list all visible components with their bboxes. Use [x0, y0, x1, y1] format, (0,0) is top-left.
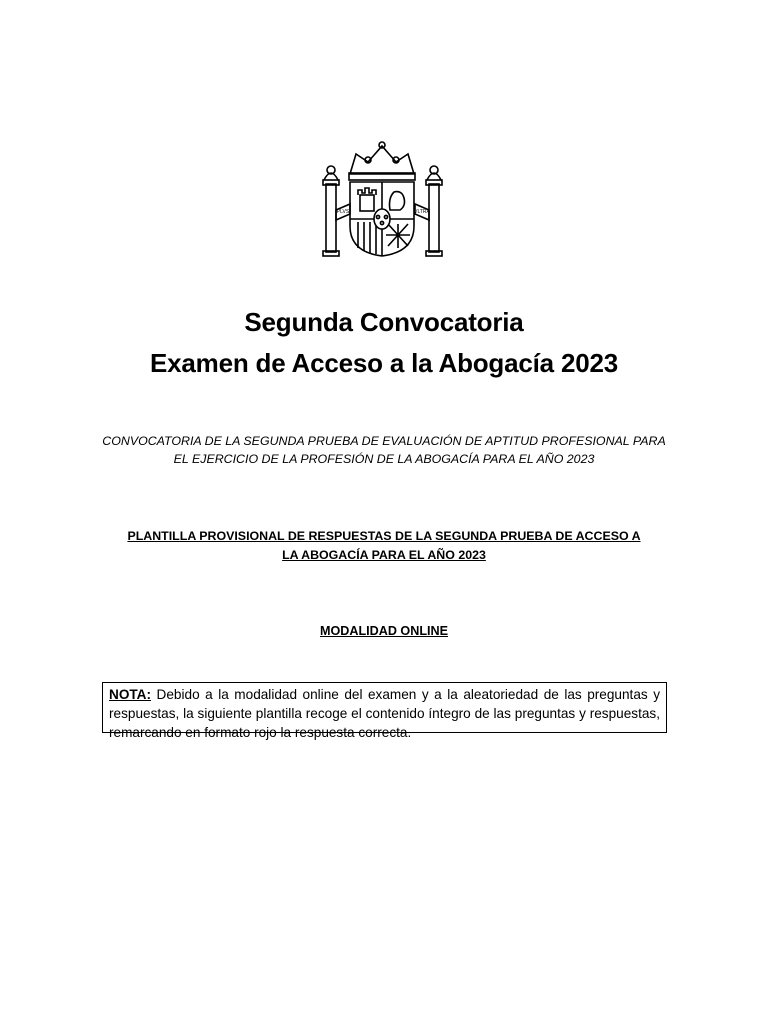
note-label: NOTA:: [109, 687, 152, 702]
note-text: Debido a la modalidad online del examen y a la aleatoriedad de las preguntas y respuestas, la siguiente plantilla recoge el contenido íntegro de las preguntas y respuestas, remarcando en formato rojo la respuesta correcta.: [109, 687, 660, 740]
modalidad-heading: MODALIDAD ONLINE: [319, 624, 449, 638]
spain-coat-of-arms-icon: [320, 140, 445, 260]
motto-left-text: PLVS: [336, 209, 350, 215]
page-title-line2: Examen de Acceso a la Abogacía 2023: [150, 348, 618, 378]
motto-right-text: VLTRA: [414, 209, 430, 215]
note-box: [102, 682, 667, 740]
page-title-line1: Segunda Convocatoria: [244, 307, 524, 337]
plantilla-heading: PLANTILLA PROVISIONAL DE RESPUESTAS DE LA SEGUNDA PRUEBA DE ACCESO A LA ABOGACÍA PARA EL AÑO 2023: [127, 529, 641, 562]
convocatoria-subtitle: CONVOCATORIA DE LA SEGUNDA PRUEBA DE EVALUACIÓN DE APTITUD PROFESIONAL PARA EL EJERCICIO DE LA PROFESIÓN DE LA ABOGACÍA PARA EL AÑO 2023: [102, 434, 666, 466]
